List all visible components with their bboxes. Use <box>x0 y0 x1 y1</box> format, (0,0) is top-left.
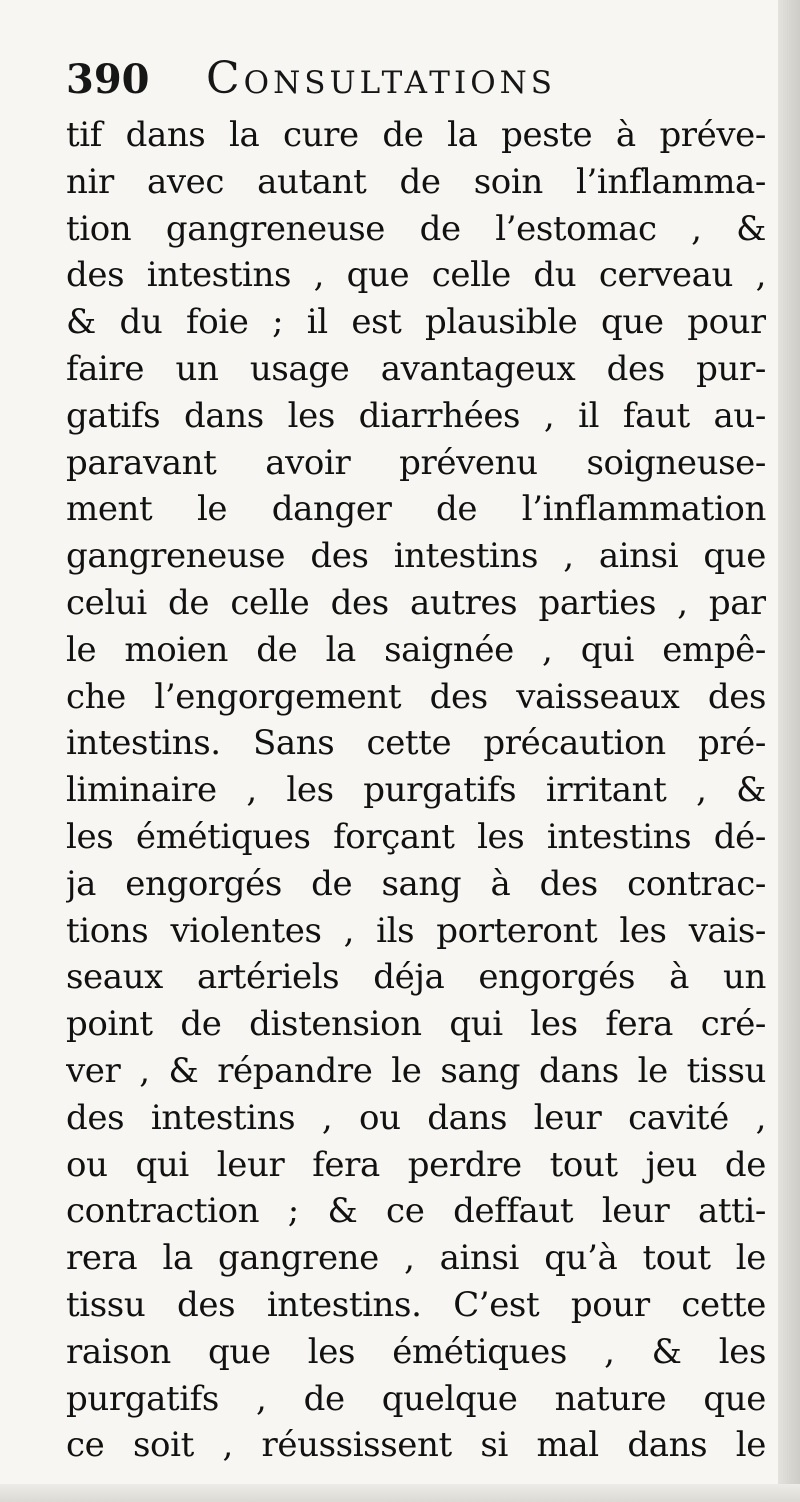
text-line: paravant avoir prévenu soigneuse- <box>66 442 766 483</box>
text-line: tion gangreneuse de l’estomac , & <box>66 208 766 249</box>
text-line: ce soit , réussissent si mal dans le <box>66 1425 766 1466</box>
text-line: gatifs dans les diarrhées , il faut au- <box>66 395 766 436</box>
text-line: ja engorgés de sang à des contrac- <box>66 863 766 904</box>
text-line: che l’engorgement des vaisseaux des <box>66 676 766 717</box>
body-text <box>66 112 766 1469</box>
text-line: ver , & répandre le sang dans le tissu <box>66 1050 766 1091</box>
text-line: seaux artériels déja engorgés à un <box>66 957 766 998</box>
text-line: les émétiques forçant les intestins dé- <box>66 816 766 857</box>
text-line: purgatifs , de quelque nature que <box>66 1378 766 1419</box>
text-line: des intestins , que celle du cerveau , <box>66 255 766 296</box>
text-line: rera la gangrene , ainsi qu’à tout le <box>66 1238 766 1279</box>
text-line: raison que les émétiques , & les <box>66 1331 766 1372</box>
text-line: gangreneuse des intestins , ainsi que <box>66 536 766 577</box>
text-line: contraction ; & ce deffaut leur atti- <box>66 1191 766 1232</box>
text-line: celui de celle des autres parties , par <box>66 582 766 623</box>
text-line: & du foie ; il est plausible que pour <box>66 302 766 343</box>
text-line: le moien de la saignée , qui empê- <box>66 629 766 670</box>
text-line: ou qui leur fera perdre tout jeu de <box>66 1144 766 1185</box>
text-line: liminaire , les purgatifs irritant , & <box>66 770 766 811</box>
page-bottom-edge <box>0 1484 800 1502</box>
text-line: intestins. Sans cette précaution pré- <box>66 723 766 764</box>
page-number: 390 <box>66 56 150 103</box>
text-line: tissu des intestins. C’est pour cette <box>66 1284 766 1325</box>
text-line: des intestins , ou dans leur cavité , <box>66 1097 766 1138</box>
text-line: faire un usage avantageux des pur- <box>66 348 766 389</box>
text-line: ment le danger de l’inflammation <box>66 489 766 530</box>
page-edge-shadow <box>778 0 800 1502</box>
running-head: Consultations <box>206 53 556 104</box>
text-line: tif dans la cure de la peste à préve- <box>66 115 766 155</box>
page-header <box>66 50 766 110</box>
text-line: tions violentes , ils porteront les vais- <box>66 910 766 951</box>
text-line: nir avec autant de soin l’inflamma- <box>66 161 766 202</box>
text-line: point de distension qui les fera cré- <box>66 1004 766 1045</box>
